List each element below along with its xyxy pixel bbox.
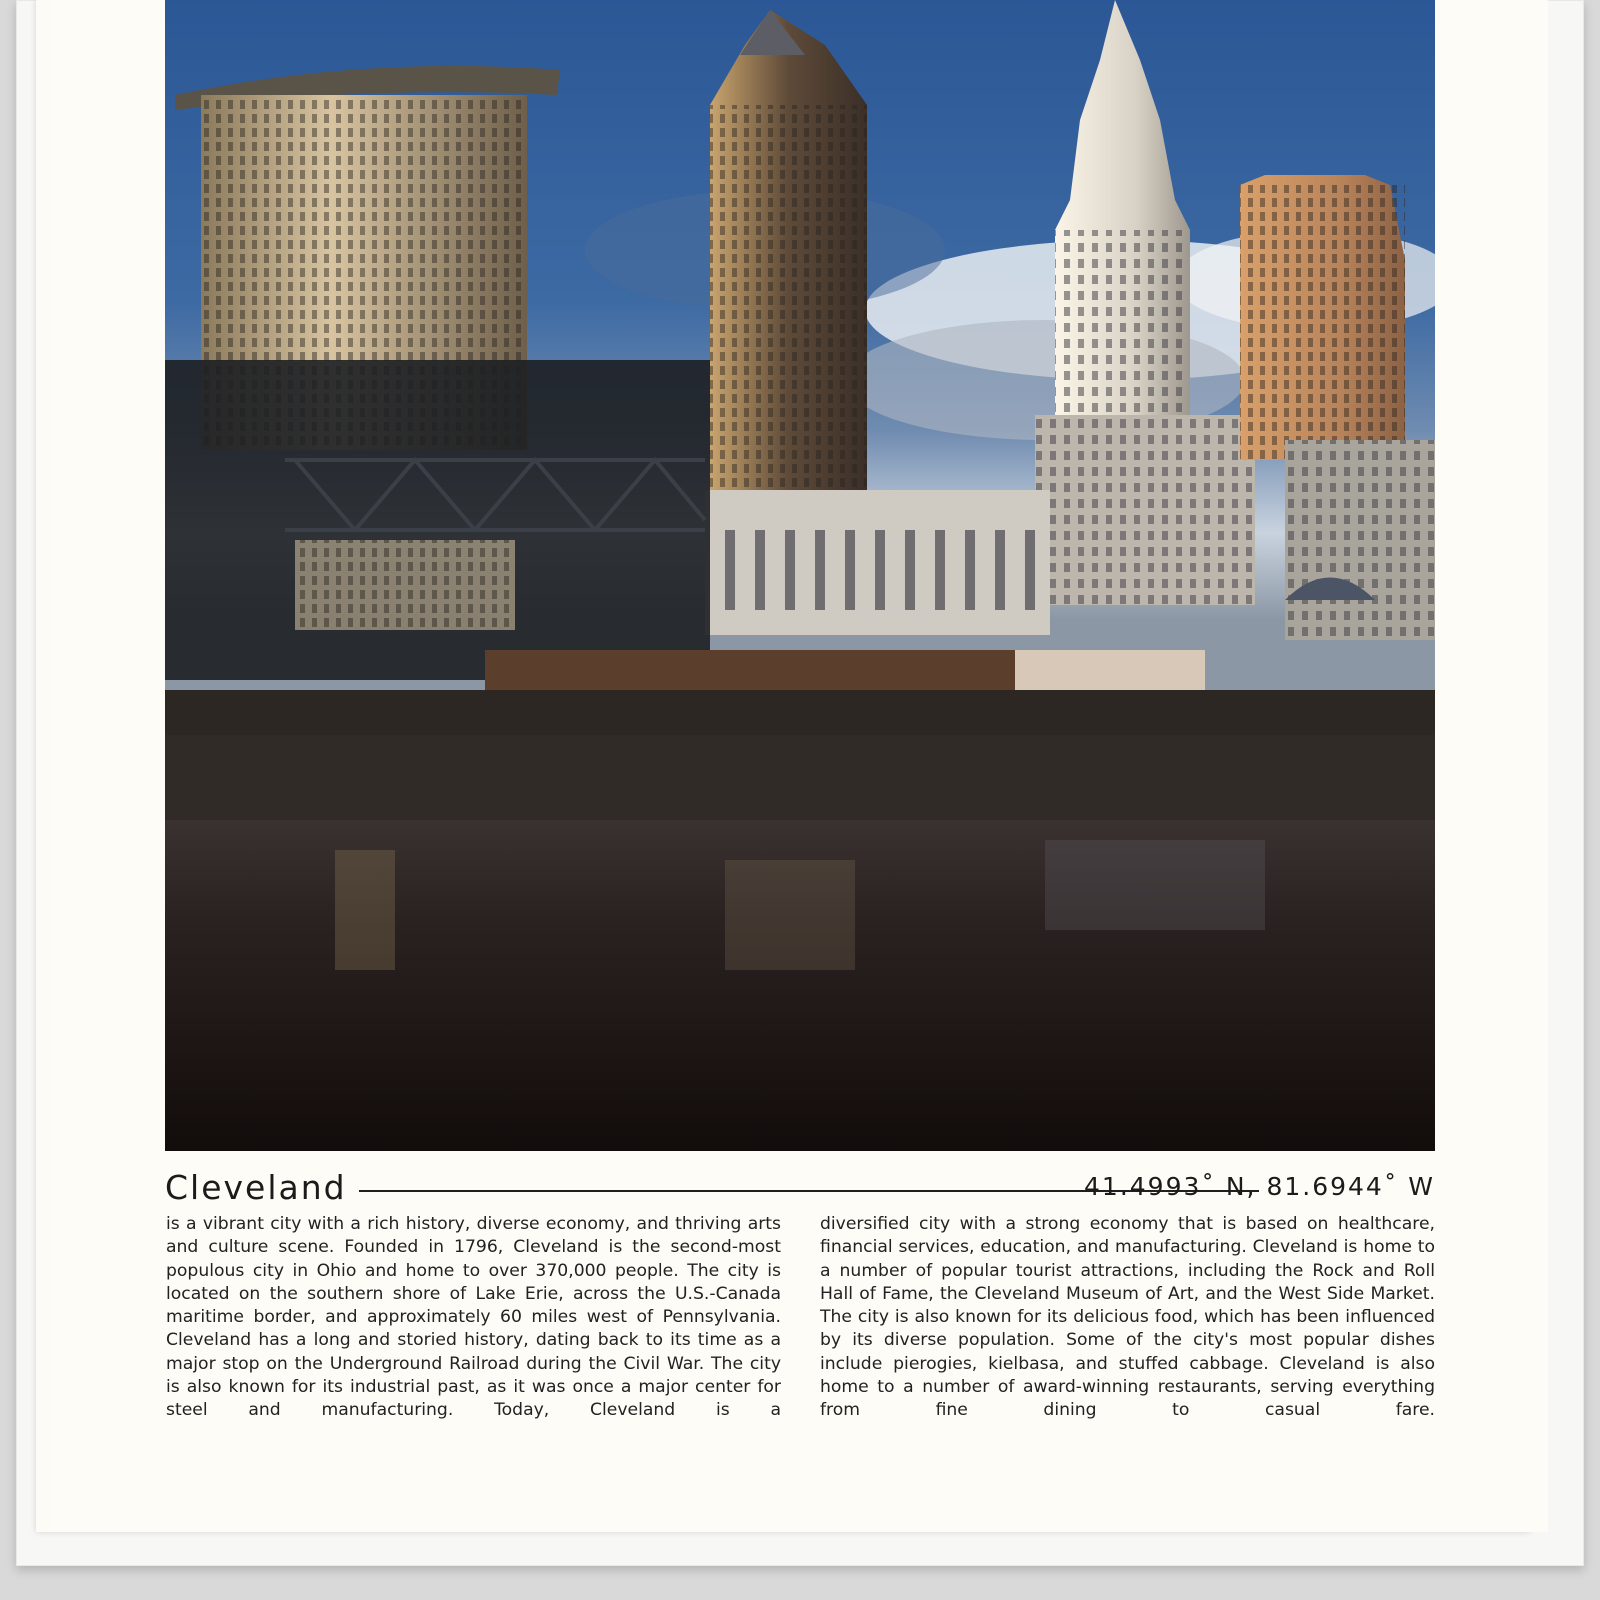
skyline-painting — [165, 0, 1435, 1151]
title-row — [165, 1168, 1435, 1212]
city-name: Cleveland — [165, 1168, 347, 1207]
description-right-column: diversified city with a strong economy that is based on healthcare, financial services, education, and manufacturing. Cleveland is home to a number of popular tourist attractions, including the Rock and Roll Hall of Fame, the Cleveland Museum of Art, and the West Side Market. The city is also known for its delicious food, which has been influenced by its diverse population. Some of the city's most popular dishes include pierogies, kielbasa, and stuffed cabbage. Cleveland is also home to a number of award-winning restaurants, serving everything from fine dining to casual fare. — [820, 1214, 1435, 1421]
description-left-column: is a vibrant city with a rich history, diverse economy, and thriving arts and culture scene. Founded in 1796, Cleveland is the second-most populous city in Ohio and home to over 370,000 people. The city is located on the southern shore of Lake Erie, across the U.S.-Canada maritime border, and approximately 60 miles west of Pennsylvania. Cleveland has a long and storied history, dating back to its time as a major stop on the Underground Railroad during the Civil War. The city is also known for its industrial past, as it was once a major center for steel and manufacturing. Today, Cleveland is a — [166, 1214, 781, 1421]
city-coordinates: 41.4993˚ N, 81.6944˚ W — [1084, 1172, 1435, 1201]
